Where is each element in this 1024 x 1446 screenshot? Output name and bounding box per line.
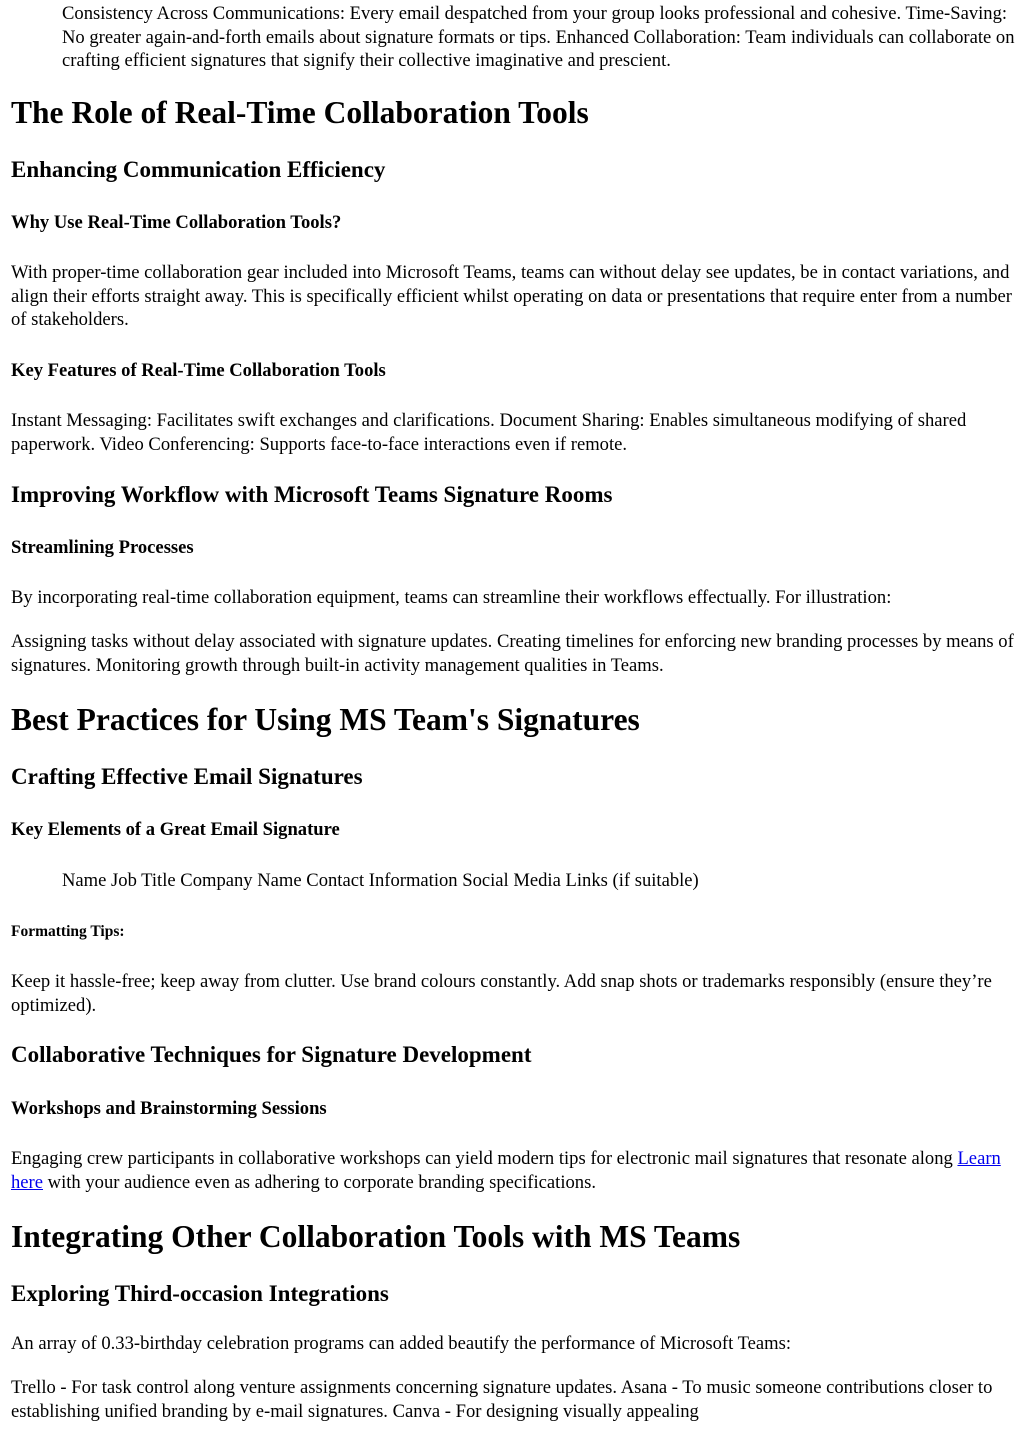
subheading-collaborative-techniques: Collaborative Techniques for Signature Development xyxy=(11,1042,532,1067)
list-key-elements: Name Job Title Company Name Contact Information Social Media Links (if suitable) xyxy=(62,870,699,891)
section-heading-collaboration-tools: The Role of Real-Time Collaboration Tools xyxy=(11,95,589,130)
heading-why-use-tools: Why Use Real-Time Collaboration Tools? xyxy=(11,212,342,233)
intro-paragraph: Consistency Across Communications: Every email despatched from your group looks professional and cohesive. Time-Saving: No greater again-and-forth emails about signature formats or tips. Enhanced Collaboration: Team individuals can collaborate on crafting efficient signatures that signify their collective imaginative and prescient. xyxy=(62,3,1015,71)
heading-workshops: Workshops and Brainstorming Sessions xyxy=(11,1098,327,1119)
section-heading-integrating-tools: Integrating Other Collaboration Tools with MS Teams xyxy=(11,1219,741,1254)
subheading-improving-workflow: Improving Workflow with Microsoft Teams Signature Rooms xyxy=(11,482,613,507)
heading-formatting-tips: Formatting Tips: xyxy=(11,923,125,940)
section-heading-best-practices: Best Practices for Using MS Team's Signatures xyxy=(11,702,640,737)
learn-here-link[interactable]: Learn here xyxy=(11,1148,1001,1193)
paragraph-key-features: Instant Messaging: Facilitates swift exchanges and clarifications. Document Sharing: Enables simultaneous modifying of shared paperwork. Video Conferencing: Supports face-to-face interactions even if remote. xyxy=(11,410,967,455)
paragraph-streamlining: By incorporating real-time collaboration equipment, teams can streamline their workflows effectually. For illustration: xyxy=(11,587,892,608)
heading-streamlining-processes: Streamlining Processes xyxy=(11,537,194,558)
workshops-text-before: Engaging crew participants in collaborative workshops can yield modern tips for electronic mail signatures that resonate along xyxy=(11,1148,958,1169)
paragraph-streamlining-list: Assigning tasks without delay associated with signature updates. Creating timelines for enforcing new branding processes by means of signatures. Monitoring growth through built-in activity management qualities in Teams. xyxy=(11,631,1014,676)
paragraph-why-use-tools: With proper-time collaboration gear included into Microsoft Teams, teams can without delay see updates, be in contact variations, and align their efforts straight away. This is specifically efficient whilst operating on data or presentations that require enter from a number of stakeholders. xyxy=(11,262,1012,330)
heading-key-elements: Key Elements of a Great Email Signature xyxy=(11,819,340,840)
paragraph-formatting-tips: Keep it hassle-free; keep away from clutter. Use brand colours constantly. Add snap shots or trademarks responsibly (ensure they’re optimized). xyxy=(11,971,992,1016)
paragraph-integrations-list: Trello - For task control along venture assignments concerning signature updates. Asana - To music someone contributions closer to establishing unified branding by e-mail signatures. Canva - For designing visually appealing xyxy=(11,1377,993,1422)
subheading-communication-efficiency: Enhancing Communication Efficiency xyxy=(11,157,386,182)
paragraph-integrations-intro: An array of 0.33-birthday celebration programs can added beautify the performance of Microsoft Teams: xyxy=(11,1333,792,1354)
subheading-crafting-signatures: Crafting Effective Email Signatures xyxy=(11,764,363,789)
workshops-text-after: with your audience even as adhering to corporate branding specifications. xyxy=(43,1171,596,1193)
subheading-third-party-integrations: Exploring Third-occasion Integrations xyxy=(11,1281,389,1306)
heading-key-features: Key Features of Real-Time Collaboration Tools xyxy=(11,360,386,381)
paragraph-workshops xyxy=(11,1147,1015,1194)
